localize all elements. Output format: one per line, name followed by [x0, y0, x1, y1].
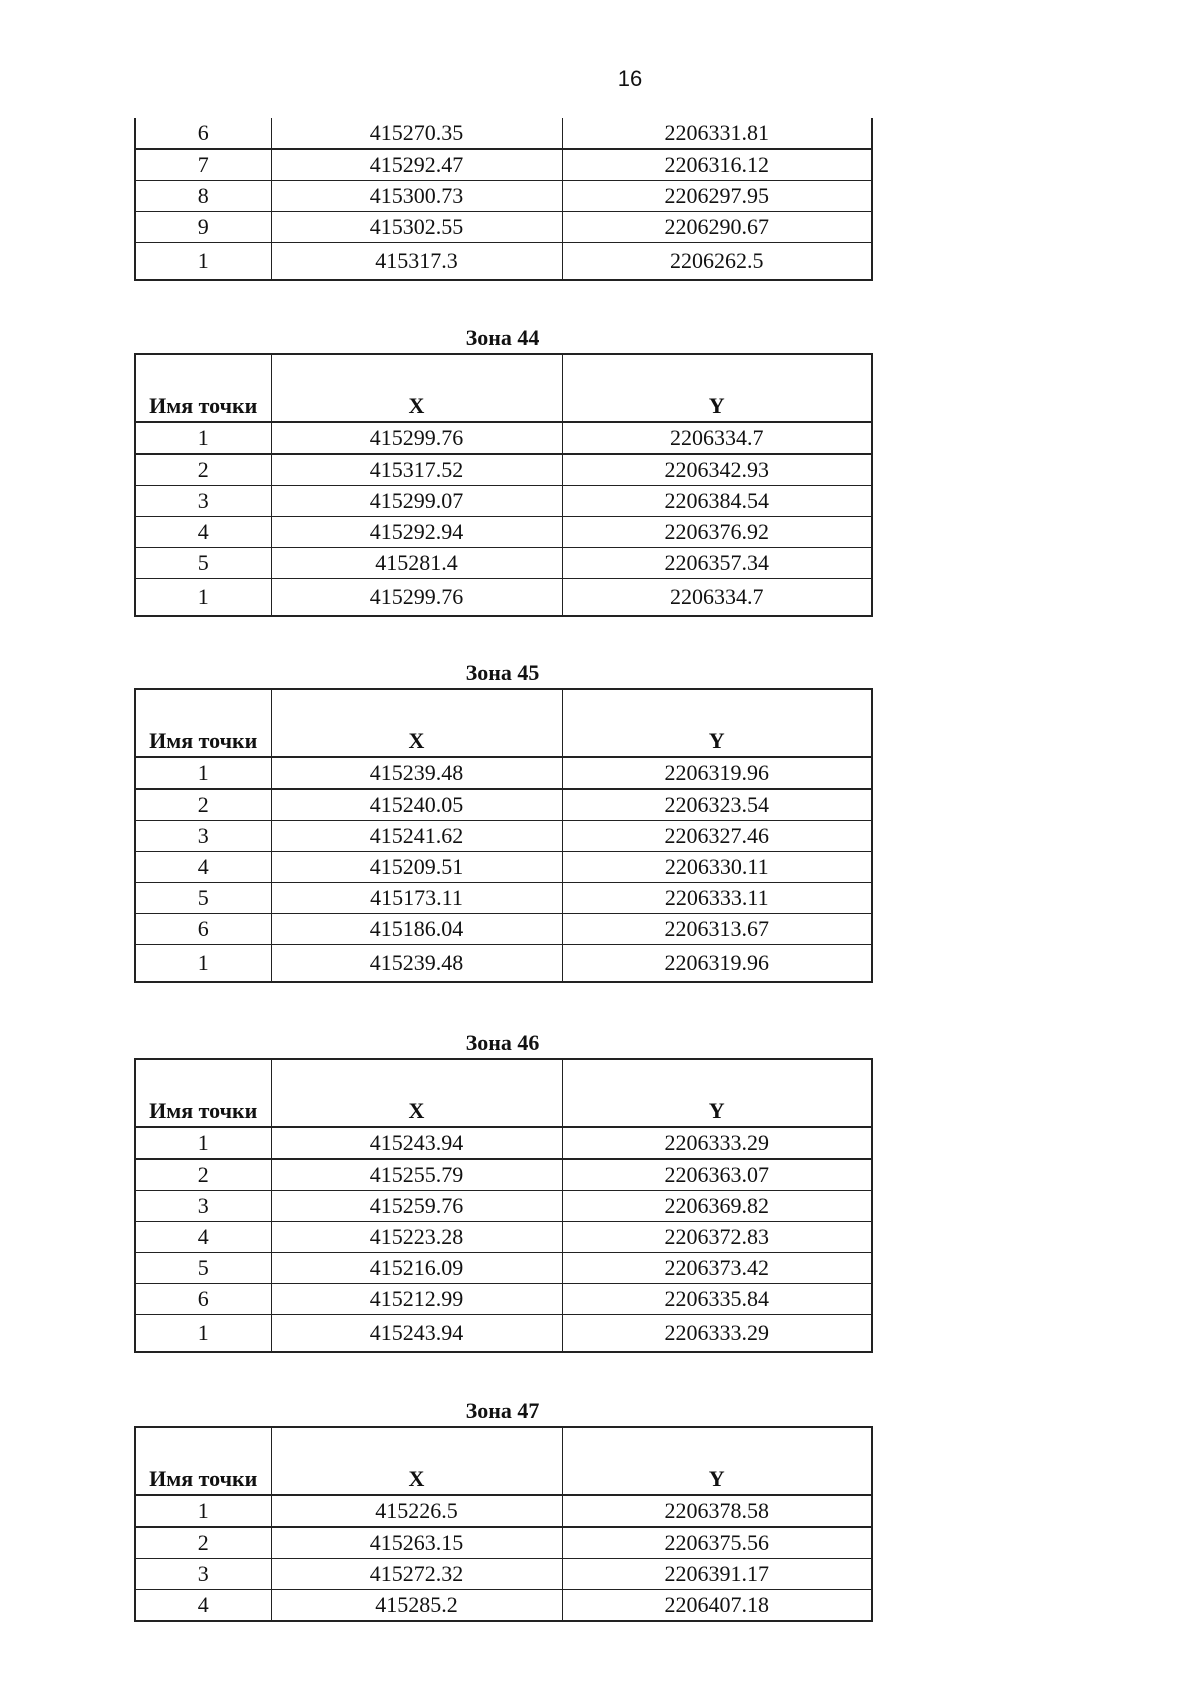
point-name-cell: 4: [135, 517, 271, 548]
y-cell: 2206316.12: [562, 149, 872, 181]
header-x: X: [271, 1059, 562, 1127]
y-cell: 2206373.42: [562, 1253, 872, 1284]
point-name-cell: 3: [135, 1191, 271, 1222]
table-row: [135, 1253, 872, 1284]
point-name-cell: 6: [135, 118, 271, 149]
y-cell: 2206290.67: [562, 212, 872, 243]
x-cell: 415302.55: [271, 212, 562, 243]
y-cell: 2206391.17: [562, 1559, 872, 1590]
table-row: [135, 789, 872, 821]
header-point-name: Имя точки: [135, 1427, 271, 1495]
y-cell: 2206327.46: [562, 821, 872, 852]
x-cell: 415299.76: [271, 579, 562, 617]
y-cell: 2206319.96: [562, 945, 872, 983]
x-cell: 415259.76: [271, 1191, 562, 1222]
y-cell: 2206333.29: [562, 1315, 872, 1353]
table-row: [135, 1284, 872, 1315]
x-cell: 415186.04: [271, 914, 562, 945]
table-row: [135, 212, 872, 243]
point-name-cell: 1: [135, 243, 271, 281]
header-row: [135, 689, 872, 757]
zone-title: Зона 45: [465, 660, 540, 685]
header-y: Y: [562, 354, 872, 422]
table-row: [135, 454, 872, 486]
x-cell: 415173.11: [271, 883, 562, 914]
coordinates-table: [134, 688, 873, 983]
table-row: [135, 757, 872, 789]
header-y: Y: [562, 689, 872, 757]
point-name-cell: 3: [135, 1559, 271, 1590]
x-cell: 415270.35: [271, 118, 562, 149]
x-cell: 415263.15: [271, 1527, 562, 1559]
point-name-cell: 4: [135, 1222, 271, 1253]
x-cell: 415292.47: [271, 149, 562, 181]
y-cell: 2206335.84: [562, 1284, 872, 1315]
point-name-cell: 6: [135, 1284, 271, 1315]
coordinates-table: [134, 1426, 873, 1622]
x-cell: 415212.99: [271, 1284, 562, 1315]
header-point-name: Имя точки: [135, 354, 271, 422]
point-name-cell: 1: [135, 579, 271, 617]
point-name-cell: 1: [135, 945, 271, 983]
y-cell: 2206319.96: [562, 757, 872, 789]
y-cell: 2206333.29: [562, 1127, 872, 1159]
table-row: [135, 1495, 872, 1527]
table-row: [135, 422, 872, 454]
table-row: [135, 1191, 872, 1222]
zone-block: [134, 1396, 871, 1622]
point-name-cell: 2: [135, 1527, 271, 1559]
point-name-cell: 8: [135, 181, 271, 212]
table-row: [135, 1590, 872, 1622]
x-cell: 415292.94: [271, 517, 562, 548]
y-cell: 2206376.92: [562, 517, 872, 548]
table-row: [135, 548, 872, 579]
header-x: X: [271, 354, 562, 422]
y-cell: 2206313.67: [562, 914, 872, 945]
y-cell: 2206378.58: [562, 1495, 872, 1527]
zone-title: Зона 47: [465, 1398, 540, 1423]
table-row: [135, 1159, 872, 1191]
page-number: 16: [617, 66, 643, 91]
table-row: [135, 914, 872, 945]
x-cell: 415281.4: [271, 548, 562, 579]
header-x: X: [271, 689, 562, 757]
y-cell: 2206262.5: [562, 243, 872, 281]
table-row: [135, 883, 872, 914]
x-cell: 415317.52: [271, 454, 562, 486]
x-cell: 415240.05: [271, 789, 562, 821]
y-cell: 2206333.11: [562, 883, 872, 914]
y-cell: 2206407.18: [562, 1590, 872, 1622]
x-cell: 415285.2: [271, 1590, 562, 1622]
y-cell: 2206334.7: [562, 422, 872, 454]
table-row: [135, 579, 872, 617]
table-row: [135, 852, 872, 883]
point-name-cell: 2: [135, 789, 271, 821]
y-cell: 2206297.95: [562, 181, 872, 212]
zone-title: Зона 46: [465, 1030, 540, 1055]
x-cell: 415209.51: [271, 852, 562, 883]
point-name-cell: 2: [135, 454, 271, 486]
y-cell: 2206363.07: [562, 1159, 872, 1191]
y-cell: 2206331.81: [562, 118, 872, 149]
point-name-cell: 7: [135, 149, 271, 181]
point-name-cell: 6: [135, 914, 271, 945]
y-cell: 2206369.82: [562, 1191, 872, 1222]
point-name-cell: 1: [135, 1315, 271, 1353]
point-name-cell: 5: [135, 548, 271, 579]
x-cell: 415243.94: [271, 1127, 562, 1159]
y-cell: 2206334.7: [562, 579, 872, 617]
table-row: [135, 1559, 872, 1590]
x-cell: 415239.48: [271, 757, 562, 789]
header-row: [135, 1427, 872, 1495]
point-name-cell: 1: [135, 757, 271, 789]
table-row: [135, 1315, 872, 1353]
point-name-cell: 5: [135, 883, 271, 914]
x-cell: 415317.3: [271, 243, 562, 281]
point-name-cell: 3: [135, 821, 271, 852]
x-cell: 415272.32: [271, 1559, 562, 1590]
table-row: [135, 149, 872, 181]
coordinates-table: [134, 353, 873, 617]
y-cell: 2206323.54: [562, 789, 872, 821]
x-cell: 415226.5: [271, 1495, 562, 1527]
x-cell: 415223.28: [271, 1222, 562, 1253]
table-row: [135, 517, 872, 548]
point-name-cell: 2: [135, 1159, 271, 1191]
continuation-block: [134, 118, 871, 281]
table-row: [135, 1127, 872, 1159]
x-cell: 415300.73: [271, 181, 562, 212]
point-name-cell: 5: [135, 1253, 271, 1284]
y-cell: 2206375.56: [562, 1527, 872, 1559]
point-name-cell: 9: [135, 212, 271, 243]
point-name-cell: 3: [135, 486, 271, 517]
x-cell: 415299.76: [271, 422, 562, 454]
header-x: X: [271, 1427, 562, 1495]
y-cell: 2206357.34: [562, 548, 872, 579]
y-cell: 2206330.11: [562, 852, 872, 883]
x-cell: 415255.79: [271, 1159, 562, 1191]
zone-block: [134, 658, 871, 983]
point-name-cell: 4: [135, 1590, 271, 1622]
table-row: [135, 243, 872, 281]
y-cell: 2206372.83: [562, 1222, 872, 1253]
y-cell: 2206384.54: [562, 486, 872, 517]
y-cell: 2206342.93: [562, 454, 872, 486]
coordinates-table: [134, 1058, 873, 1353]
table-row: [135, 118, 872, 149]
point-name-cell: 4: [135, 852, 271, 883]
header-y: Y: [562, 1059, 872, 1127]
header-point-name: Имя точки: [135, 1059, 271, 1127]
point-name-cell: 1: [135, 1495, 271, 1527]
header-point-name: Имя точки: [135, 689, 271, 757]
table-row: [135, 945, 872, 983]
x-cell: 415299.07: [271, 486, 562, 517]
header-y: Y: [562, 1427, 872, 1495]
table-row: [135, 821, 872, 852]
point-name-cell: 1: [135, 422, 271, 454]
point-name-cell: 1: [135, 1127, 271, 1159]
coordinates-table-continued: [134, 118, 873, 281]
x-cell: 415239.48: [271, 945, 562, 983]
table-row: [135, 1527, 872, 1559]
zone-title: Зона 44: [465, 325, 540, 350]
x-cell: 415241.62: [271, 821, 562, 852]
zone-block: [134, 323, 871, 617]
table-row: [135, 181, 872, 212]
x-cell: 415216.09: [271, 1253, 562, 1284]
table-row: [135, 486, 872, 517]
table-row: [135, 1222, 872, 1253]
header-row: [135, 1059, 872, 1127]
zone-block: [134, 1028, 871, 1353]
header-row: [135, 354, 872, 422]
x-cell: 415243.94: [271, 1315, 562, 1353]
